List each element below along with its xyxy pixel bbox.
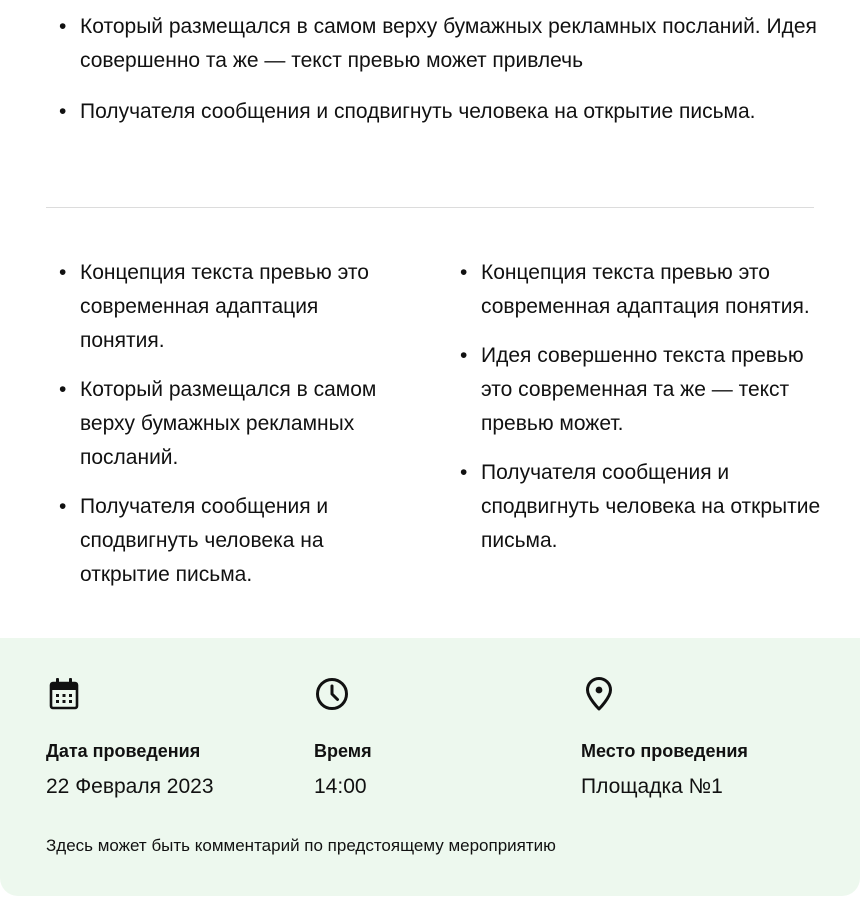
event-comment: Здесь может быть комментарий по предстоящему мероприятию <box>46 836 556 855</box>
event-place-value: Площадка №1 <box>581 775 723 798</box>
event-date-block <box>46 676 214 800</box>
section-divider <box>46 207 814 208</box>
event-date-label: Дата проведения <box>46 741 201 761</box>
event-date-value: 22 Февраля 2023 <box>46 775 214 798</box>
list-item: • Концепция текста превью это современная адаптация понятия. <box>46 256 406 358</box>
list-item: • Получателя сообщения и сподвигнуть человека на открытие письма. <box>46 95 846 129</box>
list-item: • Который размещался в самом верху бумажных рекламных посланий. <box>46 373 406 475</box>
list-item: • Получателя сообщения и сподвигнуть человека на открытие письма. <box>447 456 827 558</box>
list-item: • Идея совершенно текста превью это современная та же — текст превью может. <box>447 339 827 441</box>
location-pin-icon <box>581 676 617 712</box>
clock-icon <box>314 676 350 712</box>
left-bullet-list <box>46 256 406 607</box>
list-item: • Концепция текста превью это современная адаптация понятия. <box>447 256 827 324</box>
top-bullet-list <box>46 10 846 146</box>
event-info-panel <box>0 638 860 896</box>
event-place-label: Место проведения <box>581 741 748 761</box>
event-time-value: 14:00 <box>314 775 367 798</box>
right-bullet-list <box>447 256 827 573</box>
list-item: • Который размещался в самом верху бумажных рекламных посланий. Идея совершенно та же — текст превью может привлечь <box>46 10 846 78</box>
event-place-block <box>581 676 748 800</box>
calendar-icon <box>46 676 82 712</box>
event-time-label: Время <box>314 741 372 761</box>
list-item: • Получателя сообщения и сподвигнуть человека на открытие письма. <box>46 490 406 592</box>
event-time-block <box>314 676 372 800</box>
